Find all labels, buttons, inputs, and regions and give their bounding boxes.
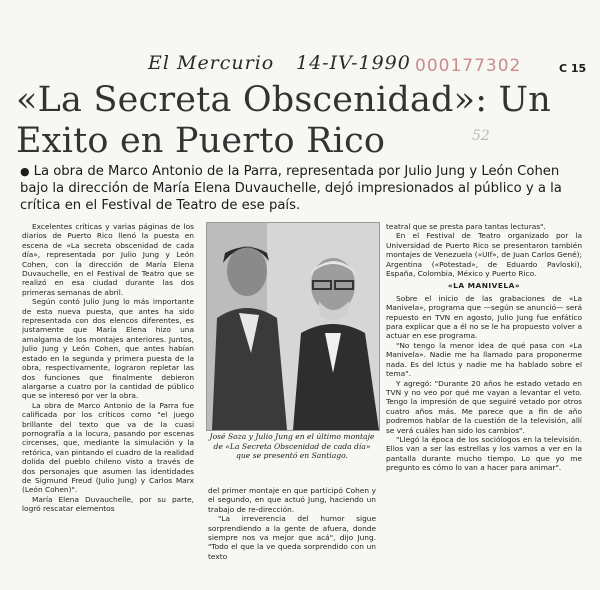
photo-caption: José Soza y Julio Jung en el último montaje de «La Secreta Obscenidad de cada día» que se presentó en Santiago.	[209, 432, 375, 460]
paragraph: Excelentes críticas y varias páginas de los diarios de Puerto Rico llenó la puesta en escena de «La secreta obscenidad de cada día», representada por Julio Jung y León Cohen, con la dirección de María Elena Duvauchelle, en el Festival de Teatro que se realizó en esa ciudad durante las dos primeras semanas de abril.	[22, 222, 194, 297]
photo-illustration	[207, 223, 379, 430]
paragraph: La obra de Marco Antonio de la Parra fue calificada por los críticos como "el juego brillante del texto que va de la cuasi pornografía a la locura, pasando por escenas circenses, que, mediante la simulación y la retórica, van pintando el cuadro de la realidad dolida del pueblo chileno visto a través de dos personajes que asumen las identidades de Sigmund Freud (Julio Jung) y Carlos Marx (León Cohen)".	[22, 400, 194, 495]
paragraph: "La irreverencia del humor sigue sorprendiendo a la gente de afuera, donde siempre nos va mejor que acá", dijo Jung. "Todo el que la ve queda sorprendido con un texto	[208, 514, 376, 561]
paragraph: María Elena Duvauchelle, por su parte, logró rescatar elementos	[22, 494, 194, 514]
paragraph: "No tengo la menor idea de qué pasa con «La Manivela». Nadie me ha llamado para proponerme nada. Es del Ictus y nadie me ha hablado sobre el tema".	[386, 340, 582, 379]
archive-stamp: 000177302	[415, 56, 522, 76]
article-column-2	[208, 486, 376, 578]
paragraph: Según contó Julio Jung lo más importante de esta nueva puesta, que antes ha sido representada con dos elencos diferentes, es justamente que María Elena hizo una amalgama de los montajes anteriores. Juntos, Julio Jung y León Cohen, que antes habían estado en la segunda y primera puesta de la obra, respectivamente, lograron repletar las dos funciones que finalmente debieron alargarse a cuatro por la cantidad de público que se interesó por ver la obra.	[22, 297, 194, 401]
paragraph: teatral que se presta para tantas lecturas".	[386, 222, 546, 231]
paragraph: Sobre el inicio de las grabaciones de «La Manivela», programa que —según se anunció— será repuesto en TVN en agosto, Julio Jung fue enfático para explicar que a él no se le ha propuesto volver a actuar en ese programa.	[386, 293, 582, 341]
lead-paragraph	[20, 163, 590, 214]
page-number: C 15	[559, 62, 587, 75]
handwritten-date: 14-IV-1990	[296, 52, 411, 74]
paragraph: En el Festival de Teatro organizado por la Universidad de Puerto Rico se presentaron también montajes de Venezuela («UIf», de Juan Carlos Gené); Argentina («Potestad», de Eduardo Pavloski), España, Colombia, México y Puerto Rico.	[386, 231, 582, 279]
headline: «La Secreta Obscenidad»: Un Exito en Puerto Rico	[16, 80, 551, 161]
lead-text: La obra de Marco Antonio de la Parra, representada por Julio Jung y León Cohen bajo la dirección de María Elena Duvauchelle, dejó impresionados al público y a la crítica en el Festival de Teatro de ese país.	[20, 164, 562, 213]
article-column-3	[386, 222, 582, 578]
margin-note: 52	[472, 128, 490, 144]
bullet-icon: ●	[20, 165, 30, 178]
article-column-1	[22, 222, 194, 577]
paragraph: del primer montaje en que participó Cohen y el segundo, en que actuó Jung, haciendo un trabajo de re-dirección.	[208, 486, 376, 514]
handwritten-newspaper-name: El Mercurio	[148, 52, 275, 74]
paragraph: "Llegó la época de los sociólogos en la televisión. Ellos van a ser las estrellas y los vamos a ver en la pantalla durante mucho tiempo. Lo que yo me pregunto es cómo lo van a hacer para animar".	[386, 434, 582, 473]
paragraph: Y agregó: "Durante 20 años he estado vetado en TVN y no veo por qué me vayan a levantar el veto. Tengo la impresión de que seguiré vetado por otros cuatro años más. Me parece que a fin de año podremos hablar de la cuestión de la televisión, allí se verá cuáles han sido los cambios".	[386, 378, 582, 435]
article-photo	[206, 222, 380, 431]
section-heading: «LA MANIVELA»	[447, 281, 521, 291]
